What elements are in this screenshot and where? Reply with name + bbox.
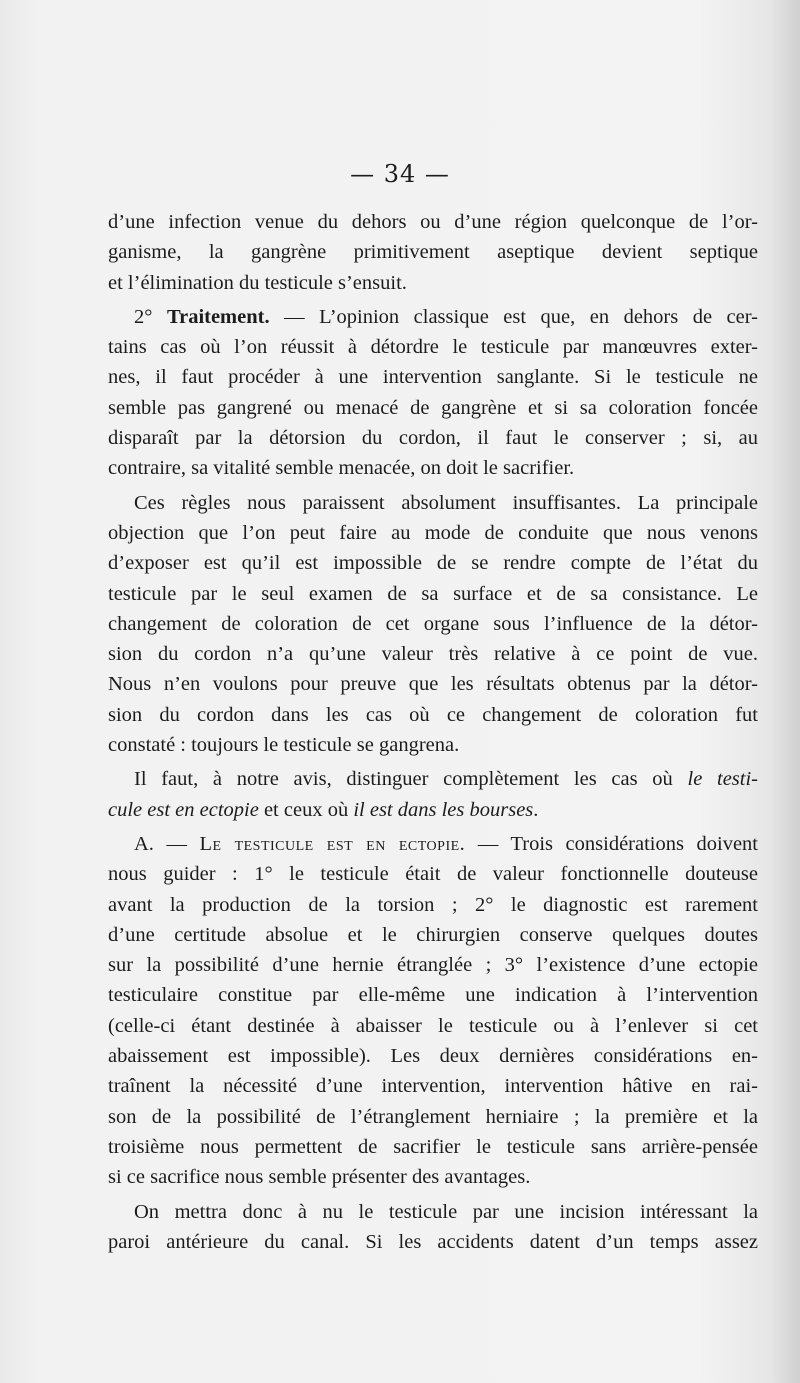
text-line: abaissement est impossible). Les deux dernières considérations en- <box>108 1045 758 1068</box>
text-run: et ceux où <box>258 798 354 821</box>
text-line: Ces règles nous paraissent absolument insuffisantes. La principale <box>134 491 758 514</box>
text-run: . <box>533 798 539 821</box>
text-line: sion du cordon n’a qu’une valeur très relative à ce point de vue. <box>108 643 758 666</box>
text-line: son de la possibilité de l’étranglement herniaire ; la première et la <box>108 1105 758 1128</box>
text-line: (celle-ci étant destinée à abaisser le testicule ou à l’enlever si cet <box>108 1014 758 1037</box>
text-line: changement de coloration de cet organe sous l’influence de la détor- <box>108 612 758 635</box>
text-line: traînent la nécessité d’une intervention, intervention hâtive en rai- <box>108 1075 758 1098</box>
text-line: tains cas où l’on réussit à détordre le testicule par manœuvres exter- <box>108 336 758 359</box>
text-line: sion du cordon dans les cas où ce changement de coloration fut <box>108 703 758 726</box>
text-run: — Trois considérations doivent <box>465 832 758 855</box>
text-run: A. — <box>134 832 200 855</box>
text-line: nous guider : 1° le testicule était de valeur fonctionnelle douteuse <box>108 863 758 886</box>
text-line: Nous n’en voulons pour preuve que les résultats obtenus par la détor- <box>108 673 758 696</box>
italic-run: cule est en ectopie <box>108 798 259 821</box>
text-line: constaté : toujours le testicule se gangrena. <box>108 734 460 757</box>
text-line <box>108 302 758 332</box>
paragraph-infection <box>108 207 758 298</box>
text-line: et l’élimination du testicule s’ensuit. <box>108 271 407 294</box>
text-line <box>108 795 758 825</box>
text-line <box>108 764 758 794</box>
text-line: si ce sacrifice nous semble présenter des avantages. <box>108 1166 531 1189</box>
text-line: troisième nous permettent de sacrifier le testicule sans arrière-pensée <box>108 1135 758 1158</box>
paragraph-incision <box>108 1197 758 1258</box>
text-run: — L’opinion classique est que, en dehors de cer- <box>269 305 758 328</box>
text-line: avant la production de la torsion ; 2° le diagnostic est rarement <box>108 893 758 916</box>
italic-run: il est dans les bourses <box>353 798 534 821</box>
paragraph-ectopie <box>108 829 758 1193</box>
paragraph-distinguer <box>108 764 758 825</box>
section-heading: Traitement. <box>166 305 270 328</box>
text-line: disparaît par la détorsion du cordon, il faut le conserver ; si, au <box>108 427 758 450</box>
text-line: d’une certitude absolue et le chirurgien conserve quelques doutes <box>108 923 758 946</box>
paragraph-traitement <box>108 302 758 484</box>
text-run: Il faut, à notre avis, distinguer complètement les cas où <box>134 768 688 791</box>
text-line: d’une infection venue du dehors ou d’une région quelconque de l’or- <box>108 211 758 233</box>
text-line: On mettra donc à nu le testicule par une incision intéressant la <box>134 1200 758 1223</box>
text-line <box>108 829 758 859</box>
text-line: testiculaire constitue par elle-même une indication à l’intervention <box>108 984 758 1007</box>
text-line: sur la possibilité d’une hernie étranglée ; 3° l’existence d’une ectopie <box>108 954 758 977</box>
paragraph-regles <box>108 488 758 761</box>
text-line: d’exposer est qu’il est impossible de se rendre compte de l’état du <box>108 552 758 575</box>
page-body <box>108 207 758 1257</box>
page-number: — 34 — <box>350 160 450 188</box>
section-number: 2° <box>134 305 153 328</box>
text-line: paroi antérieure du canal. Si les accidents datent d’un temps assez <box>108 1230 758 1253</box>
text-line: ganisme, la gangrène primitivement aseptique devient septique <box>108 241 758 264</box>
italic-run: le testi- <box>687 768 758 791</box>
subsection-heading: Le testicule est en ectopie. <box>199 832 466 855</box>
text-line: semble pas gangrené ou menacé de gangrène et si sa coloration foncée <box>108 396 758 419</box>
text-line: nes, il faut procéder à une intervention sanglante. Si le testicule ne <box>108 366 758 389</box>
text-line: testicule par le seul examen de sa surface et de sa consistance. Le <box>108 582 758 605</box>
text-line: objection que l’on peut faire au mode de conduite que nous venons <box>108 521 758 544</box>
text-line: contraire, sa vitalité semble menacée, on doit le sacrifier. <box>108 457 575 480</box>
